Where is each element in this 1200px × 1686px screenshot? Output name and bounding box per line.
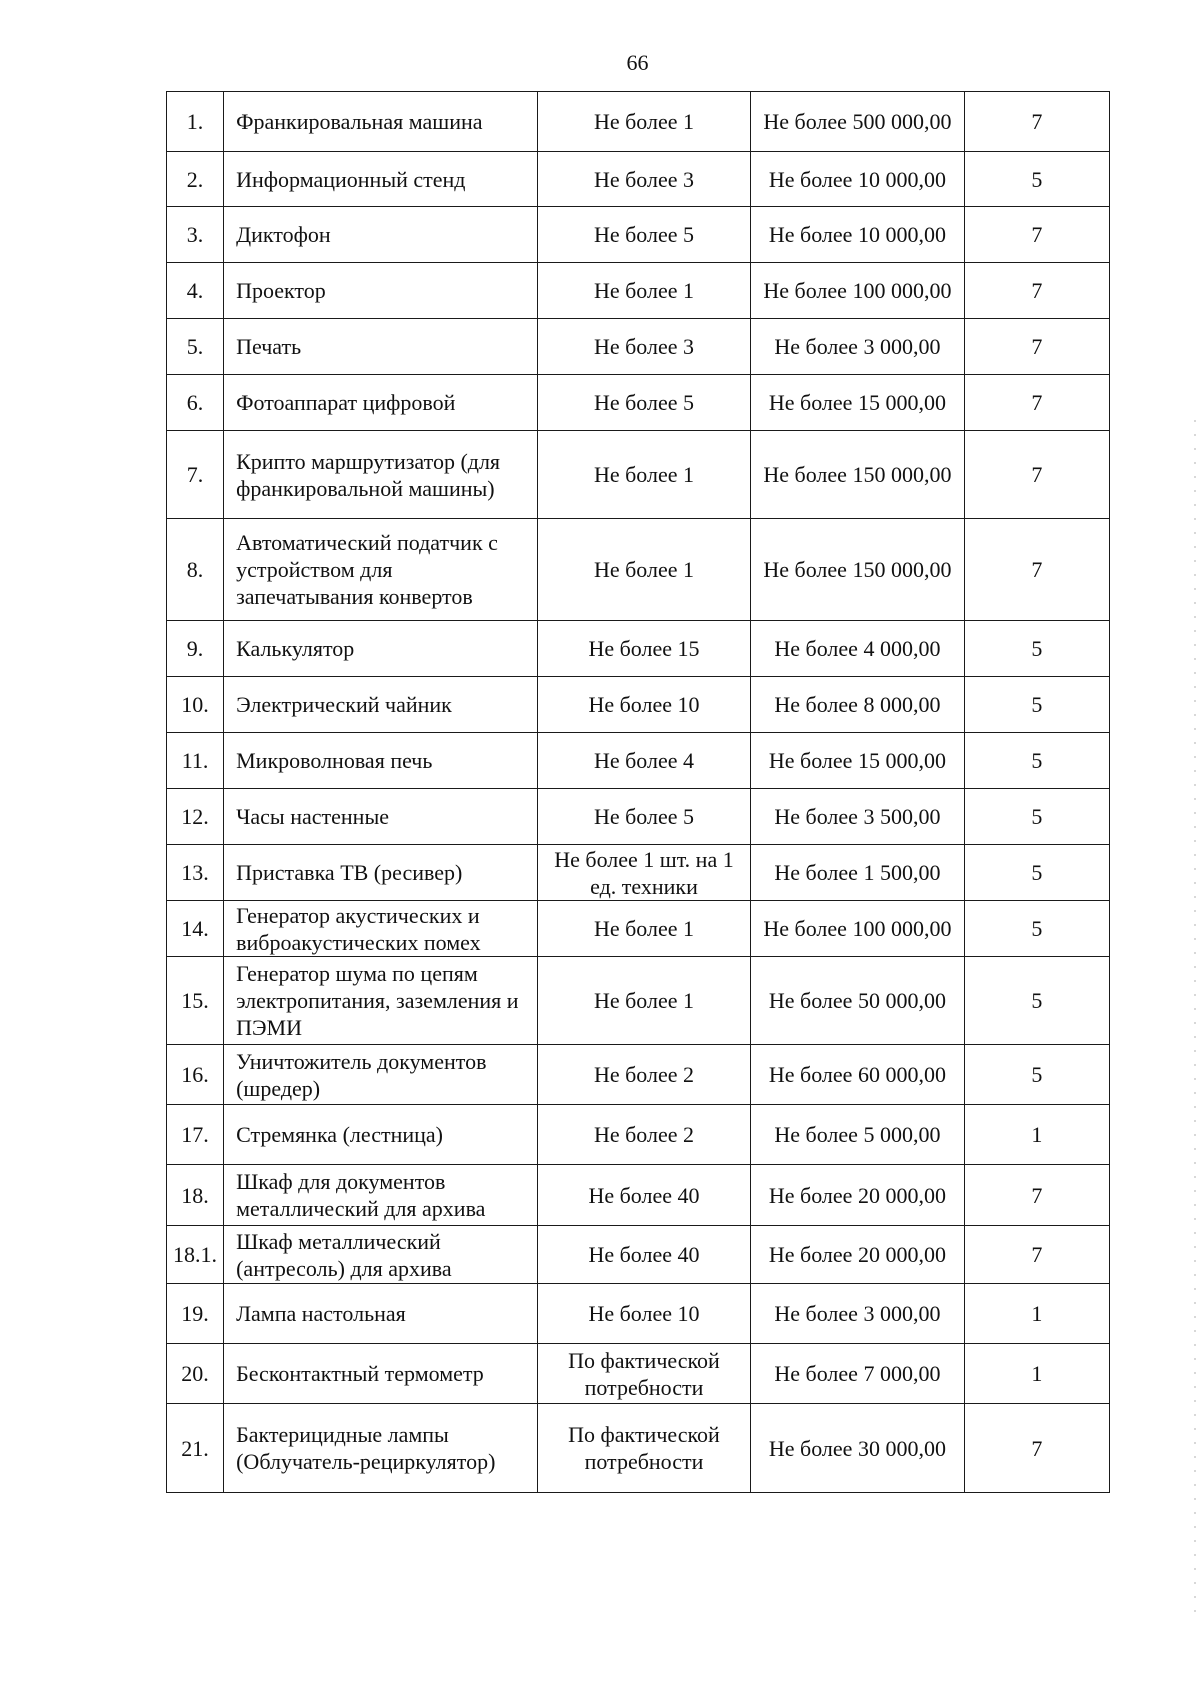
item-name-cell: Генератор акустических и виброакустических помех xyxy=(224,901,538,957)
quantity-cell: Не более 1 xyxy=(537,263,750,319)
price-cell: Не более 1 500,00 xyxy=(751,845,964,901)
row-number-cell: 14. xyxy=(167,901,224,957)
item-name-cell: Стремянка (лестница) xyxy=(224,1105,538,1165)
service-life-cell: 1 xyxy=(964,1284,1109,1344)
price-cell: Не более 10 000,00 xyxy=(751,207,964,263)
row-number-cell: 8. xyxy=(167,519,224,621)
price-cell: Не более 8 000,00 xyxy=(751,677,964,733)
item-name-cell: Лампа настольная xyxy=(224,1284,538,1344)
row-number-cell: 20. xyxy=(167,1344,224,1404)
table-row xyxy=(167,677,1110,733)
service-life-cell: 5 xyxy=(964,901,1109,957)
service-life-cell: 5 xyxy=(964,1045,1109,1105)
row-number-cell: 13. xyxy=(167,845,224,901)
quantity-cell: Не более 1 xyxy=(537,519,750,621)
table-row xyxy=(167,1344,1110,1404)
row-number-cell: 10. xyxy=(167,677,224,733)
page-number: 66 xyxy=(626,50,649,75)
table-row xyxy=(167,845,1110,901)
service-life-cell: 1 xyxy=(964,1105,1109,1165)
row-number-cell: 4. xyxy=(167,263,224,319)
item-name-cell: Часы настенные xyxy=(224,789,538,845)
price-cell: Не более 4 000,00 xyxy=(751,621,964,677)
table-row xyxy=(167,1226,1110,1284)
quantity-cell: Не более 10 xyxy=(537,1284,750,1344)
price-cell: Не более 100 000,00 xyxy=(751,901,964,957)
service-life-cell: 5 xyxy=(964,733,1109,789)
item-name-cell: Диктофон xyxy=(224,207,538,263)
table-row xyxy=(167,152,1110,207)
service-life-cell: 5 xyxy=(964,957,1109,1045)
row-number-cell: 2. xyxy=(167,152,224,207)
row-number-cell: 1. xyxy=(167,92,224,152)
price-cell: Не более 3 500,00 xyxy=(751,789,964,845)
table-row xyxy=(167,957,1110,1045)
service-life-cell: 7 xyxy=(964,263,1109,319)
price-cell: Не более 7 000,00 xyxy=(751,1344,964,1404)
item-name-cell: Приставка ТВ (ресивер) xyxy=(224,845,538,901)
quantity-cell: Не более 1 xyxy=(537,957,750,1045)
row-number-cell: 3. xyxy=(167,207,224,263)
price-cell: Не более 150 000,00 xyxy=(751,519,964,621)
table-row xyxy=(167,733,1110,789)
scan-edge-artifact xyxy=(1194,420,1196,1620)
row-number-cell: 21. xyxy=(167,1404,224,1493)
item-name-cell: Бактерицидные лампы (Облучатель-рециркулятор) xyxy=(224,1404,538,1493)
item-name-cell: Уничтожитель документов (шредер) xyxy=(224,1045,538,1105)
quantity-cell: Не более 1 xyxy=(537,431,750,519)
row-number-cell: 18. xyxy=(167,1165,224,1226)
service-life-cell: 7 xyxy=(964,375,1109,431)
quantity-cell: Не более 5 xyxy=(537,375,750,431)
service-life-cell: 7 xyxy=(964,207,1109,263)
table-row xyxy=(167,519,1110,621)
service-life-cell: 7 xyxy=(964,431,1109,519)
row-number-cell: 12. xyxy=(167,789,224,845)
price-cell: Не более 30 000,00 xyxy=(751,1404,964,1493)
service-life-cell: 5 xyxy=(964,677,1109,733)
price-cell: Не более 150 000,00 xyxy=(751,431,964,519)
table-row xyxy=(167,901,1110,957)
quantity-cell: Не более 40 xyxy=(537,1226,750,1284)
price-cell: Не более 20 000,00 xyxy=(751,1226,964,1284)
item-name-cell: Проектор xyxy=(224,263,538,319)
quantity-cell: Не более 10 xyxy=(537,677,750,733)
quantity-cell: Не более 15 xyxy=(537,621,750,677)
table-row xyxy=(167,789,1110,845)
item-name-cell: Микроволновая печь xyxy=(224,733,538,789)
item-name-cell: Бесконтактный термометр xyxy=(224,1344,538,1404)
price-cell: Не более 10 000,00 xyxy=(751,152,964,207)
service-life-cell: 7 xyxy=(964,1226,1109,1284)
price-cell: Не более 3 000,00 xyxy=(751,319,964,375)
row-number-cell: 5. xyxy=(167,319,224,375)
quantity-cell: Не более 5 xyxy=(537,207,750,263)
quantity-cell: Не более 3 xyxy=(537,152,750,207)
row-number-cell: 18.1. xyxy=(167,1226,224,1284)
quantity-cell: Не более 1 xyxy=(537,92,750,152)
row-number-cell: 9. xyxy=(167,621,224,677)
price-cell: Не более 500 000,00 xyxy=(751,92,964,152)
table-row xyxy=(167,1404,1110,1493)
row-number-cell: 19. xyxy=(167,1284,224,1344)
row-number-cell: 15. xyxy=(167,957,224,1045)
service-life-cell: 5 xyxy=(964,621,1109,677)
equipment-table xyxy=(166,91,1110,1493)
item-name-cell: Автоматический податчик с устройством для запечатывания конвертов xyxy=(224,519,538,621)
item-name-cell: Шкаф для документов металлический для архива xyxy=(224,1165,538,1226)
table-row xyxy=(167,621,1110,677)
service-life-cell: 7 xyxy=(964,1165,1109,1226)
item-name-cell: Фотоаппарат цифровой xyxy=(224,375,538,431)
service-life-cell: 7 xyxy=(964,1404,1109,1493)
quantity-cell: Не более 1 xyxy=(537,901,750,957)
table-row xyxy=(167,1165,1110,1226)
price-cell: Не более 100 000,00 xyxy=(751,263,964,319)
service-life-cell: 5 xyxy=(964,845,1109,901)
price-cell: Не более 50 000,00 xyxy=(751,957,964,1045)
item-name-cell: Генератор шума по цепям электропитания, заземления и ПЭМИ xyxy=(224,957,538,1045)
row-number-cell: 11. xyxy=(167,733,224,789)
row-number-cell: 6. xyxy=(167,375,224,431)
service-life-cell: 1 xyxy=(964,1344,1109,1404)
quantity-cell: По фактической потребности xyxy=(537,1344,750,1404)
table-row xyxy=(167,207,1110,263)
quantity-cell: Не более 2 xyxy=(537,1045,750,1105)
quantity-cell: Не более 4 xyxy=(537,733,750,789)
table-row xyxy=(167,92,1110,152)
price-cell: Не более 5 000,00 xyxy=(751,1105,964,1165)
table-row xyxy=(167,319,1110,375)
service-life-cell: 7 xyxy=(964,319,1109,375)
service-life-cell: 7 xyxy=(964,92,1109,152)
service-life-cell: 7 xyxy=(964,519,1109,621)
quantity-cell: Не более 1 шт. на 1 ед. техники xyxy=(537,845,750,901)
price-cell: Не более 15 000,00 xyxy=(751,733,964,789)
service-life-cell: 5 xyxy=(964,152,1109,207)
price-cell: Не более 60 000,00 xyxy=(751,1045,964,1105)
item-name-cell: Электрический чайник xyxy=(224,677,538,733)
item-name-cell: Франкировальная машина xyxy=(224,92,538,152)
quantity-cell: Не более 2 xyxy=(537,1105,750,1165)
table-row xyxy=(167,1045,1110,1105)
row-number-cell: 17. xyxy=(167,1105,224,1165)
price-cell: Не более 3 000,00 xyxy=(751,1284,964,1344)
quantity-cell: По фактической потребности xyxy=(537,1404,750,1493)
price-cell: Не более 20 000,00 xyxy=(751,1165,964,1226)
table-row xyxy=(167,1105,1110,1165)
table-row xyxy=(167,1284,1110,1344)
row-number-cell: 7. xyxy=(167,431,224,519)
item-name-cell: Информационный стенд xyxy=(224,152,538,207)
row-number-cell: 16. xyxy=(167,1045,224,1105)
table-row xyxy=(167,375,1110,431)
table-row xyxy=(167,431,1110,519)
price-cell: Не более 15 000,00 xyxy=(751,375,964,431)
quantity-cell: Не более 3 xyxy=(537,319,750,375)
item-name-cell: Калькулятор xyxy=(224,621,538,677)
item-name-cell: Крипто маршрутизатор (для франкировальной машины) xyxy=(224,431,538,519)
equipment-table-body xyxy=(167,92,1110,1493)
table-row xyxy=(167,263,1110,319)
item-name-cell: Шкаф металлический (антресоль) для архива xyxy=(224,1226,538,1284)
quantity-cell: Не более 5 xyxy=(537,789,750,845)
item-name-cell: Печать xyxy=(224,319,538,375)
service-life-cell: 5 xyxy=(964,789,1109,845)
quantity-cell: Не более 40 xyxy=(537,1165,750,1226)
equipment-table-wrapper xyxy=(166,91,1110,1493)
